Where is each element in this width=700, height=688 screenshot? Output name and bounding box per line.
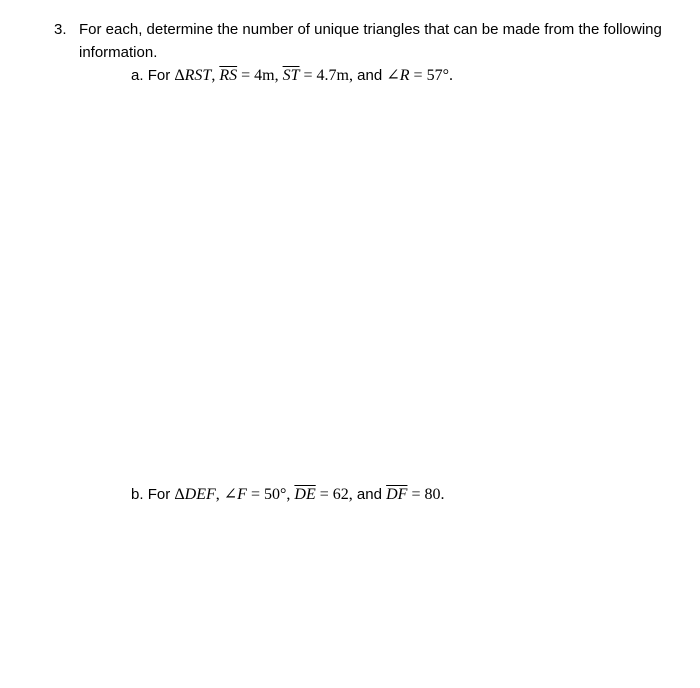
angle-symbol: ∠	[386, 67, 400, 84]
part-b-for: For	[147, 486, 171, 503]
segment-df: $\overline{DF}$	[386, 486, 408, 503]
angle-symbol: ∠	[223, 486, 238, 503]
part-a-label: a.	[131, 67, 144, 84]
triangle-symbol: Δ	[174, 67, 185, 84]
segment-rs-value: 4m	[254, 67, 275, 84]
question-prompt-line-2: information.	[79, 44, 158, 61]
segment-df-value: 80	[424, 486, 441, 503]
part-b-math-2: $\overline{DF} = 80$.	[386, 486, 445, 503]
segment-de: $\overline{DE}$	[294, 486, 316, 503]
part-a	[131, 66, 453, 86]
segment-rs: $\overline{RS}$	[219, 67, 238, 84]
angle-value: 57°	[426, 67, 449, 84]
part-b-label: b.	[131, 486, 144, 503]
part-a-math-2: ∠R = 57°.	[386, 67, 453, 84]
part-b-and: and	[356, 486, 382, 503]
segment-st: $\overline{ST}$	[282, 67, 300, 84]
part-a-for: For	[147, 67, 171, 84]
question-prompt-line-1: For each, determine the number of unique triangles that can be made from the following	[79, 21, 662, 38]
angle-value: 50°	[263, 486, 287, 503]
part-a-math-1: ΔRST, $\overline{RS} = 4m$, $\overline{ST} = 4.7m$,	[174, 67, 353, 84]
triangle-symbol: Δ	[174, 486, 185, 503]
segment-st-value: 4.7m	[316, 67, 349, 84]
segment-de-value: 62	[332, 486, 349, 503]
question-number: 3.	[54, 21, 67, 38]
part-b	[131, 485, 444, 505]
triangle-name: RST	[184, 67, 212, 84]
angle-vertex: R	[399, 67, 410, 84]
triangle-name: DEF	[184, 486, 216, 503]
part-a-and: and	[357, 67, 383, 84]
part-b-math-1: ΔDEF, ∠F = 50°, $\overline{DE} = 62$,	[174, 486, 353, 503]
angle-vertex: F	[237, 486, 247, 503]
